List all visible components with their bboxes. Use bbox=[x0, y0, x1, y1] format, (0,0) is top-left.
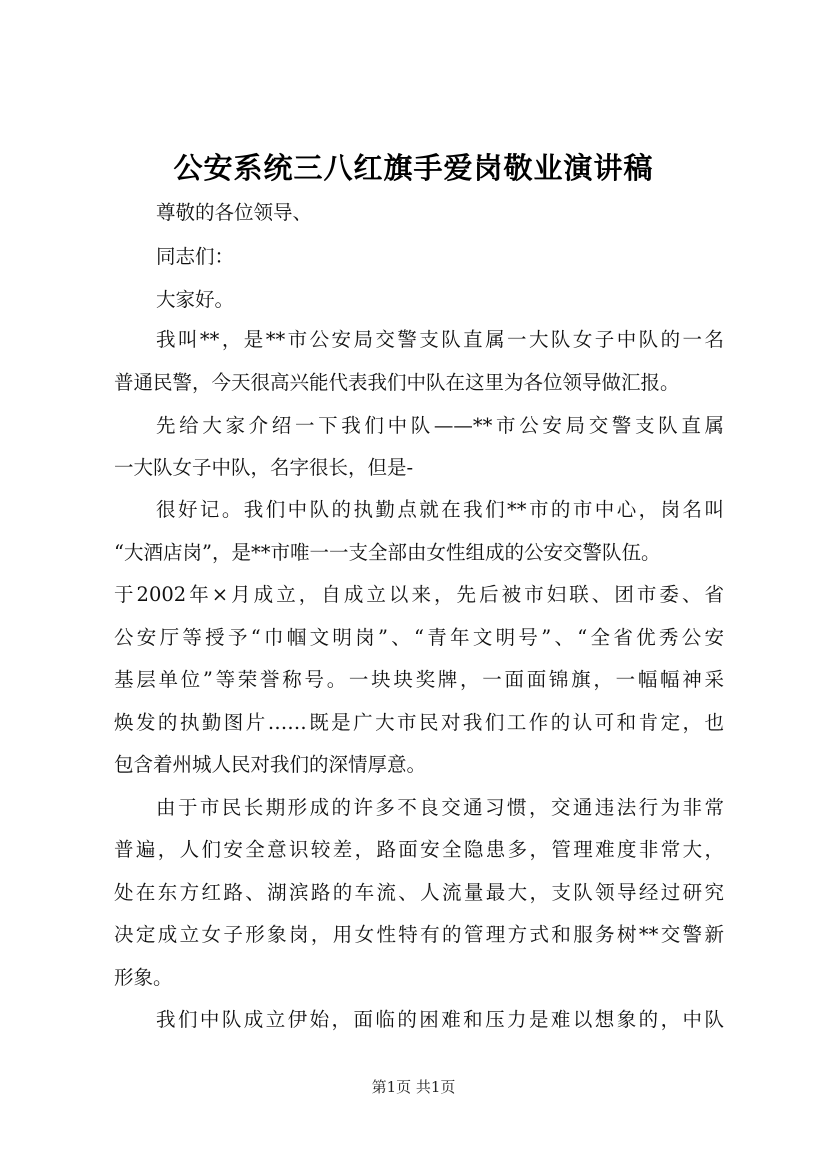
paragraph-line: 一大队女子中队，名字很长，但是- bbox=[114, 456, 414, 479]
paragraph-line: 包含着州城人民对我们的深情厚意。 bbox=[114, 753, 427, 776]
paragraph-line: 基层单位”等荣誉称号。一块块奖牌，一面面锦旗，一幅幅神采 bbox=[114, 668, 724, 691]
paragraph-line: 公安厅等授予“巾帼文明岗”、“青年文明号”、“全省优秀公安 bbox=[114, 626, 724, 649]
salutation-line: 同志们： bbox=[156, 245, 235, 268]
paragraph-line: 我叫**，是**市公安局交警支队直属一大队女子中队的一名 bbox=[156, 328, 724, 351]
paragraph-line: 先给大家介绍一下我们中队——**市公安局交警支队直属 bbox=[156, 414, 724, 437]
paragraph-line: “大酒店岗”，是**市唯一一支全部由女性组成的公安交警队伍。 bbox=[114, 541, 661, 564]
paragraph-line: 由于市民长期形成的许多不良交通习惯，交通违法行为非常 bbox=[156, 796, 724, 819]
paragraph-line: 普通民警，今天很高兴能代表我们中队在这里为各位领导做汇报。 bbox=[114, 371, 680, 394]
paragraph-line: 我们中队成立伊始，面临的困难和压力是难以想象的，中队 bbox=[156, 1008, 724, 1031]
salutation-line: 尊敬的各位领导、 bbox=[156, 201, 313, 224]
document-title: 公安系统三八红旗手爱岗敬业演讲稿 bbox=[173, 151, 654, 185]
paragraph-line: 焕发的执勤图片……既是广大市民对我们工作的认可和肯定，也 bbox=[114, 711, 724, 734]
paragraph-line: 决定成立女子形象岗，用女性特有的管理方式和服务树**交警新 bbox=[114, 923, 724, 946]
paragraph-line: 很好记。我们中队的执勤点就在我们**市的市中心，岗名叫 bbox=[156, 498, 724, 521]
paragraph-line: 形象。 bbox=[114, 966, 173, 989]
paragraph-line: 于2002年×月成立，自成立以来，先后被市妇联、团市委、省 bbox=[114, 583, 724, 606]
greeting-line: 大家好。 bbox=[156, 288, 235, 311]
paragraph-line: 普遍，人们安全意识较差，路面安全隐患多，管理难度非常大， bbox=[114, 838, 724, 861]
paragraph-line: 处在东方红路、湖滨路的车流、人流量最大，支队领导经过研究 bbox=[114, 881, 724, 904]
page-footer: 第1页 共1页 bbox=[371, 1078, 456, 1096]
